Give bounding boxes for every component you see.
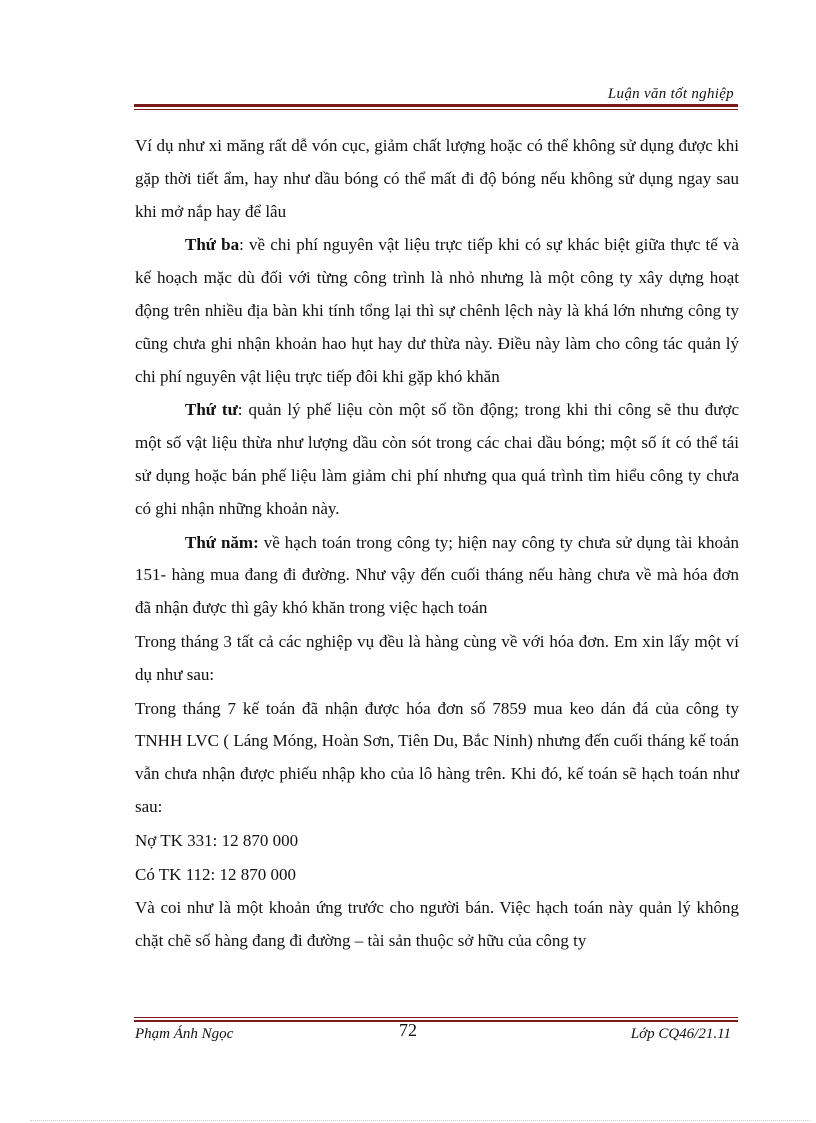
paragraph-4-lead: Thứ năm: [185,532,259,552]
paragraph-2-text: : về chi phí nguyên vật liệu trực tiếp khi có sự khác biệt giữa thực tế và kế hoạch mặc dù đối với từng công trình là nhỏ nhưng là một công ty xây dựng hoạt động trên nhiều địa bàn khi tính tổng lại thì sự chênh lệch này là khá lớn nhưng công ty cũng chưa ghi nhận khoản hao hụt hay dư thừa này. Điều này làm cho công tác quản lý chi phí nguyên vật liệu trực tiếp đôi khi gặp khó khăn [135,235,739,386]
document-body [135,130,739,959]
paragraph-5: Trong tháng 3 tất cả các nghiệp vụ đều là hàng cùng về với hóa đơn. Em xin lấy một ví dụ như sau: [135,631,739,684]
footer-class: Lớp CQ46/21.11 [630,1026,731,1042]
header-rule [134,104,738,110]
paragraph-3-lead: Thứ tư [185,400,238,420]
header-title: Luận văn tốt nghiệp [607,86,734,102]
paragraph-4-text: về hạch toán trong công ty; hiện nay công ty chưa sử dụng tài khoản 151- hàng mua đang đi đường. Như vậy đến cuối tháng nếu hàng chưa về mà hóa đơn đã nhận được thì gây khó khăn trong việc hạch toán [135,532,739,618]
paragraph-2-lead: Thứ ba [185,235,240,255]
journal-entry-debit: Nợ TK 331: 12 870 000 [135,830,299,850]
paragraph-3 [135,394,739,525]
paragraph-9: Và coi như là một khoản ứng trước cho người bán. Việc hạch toán này quản lý không chặt chẽ số hàng đang đi đường – tài sản thuộc sở hữu của công ty [135,898,739,951]
paragraph-3-text: : quản lý phế liệu còn một số tồn động; trong khi thi công sẽ thu được một số vật liệu thừa như lượng dầu còn sót trong các chai dầu bóng; một số ít có thể tái sử dụng hoặc bán phế liệu làm giảm chi phí nhưng qua quá trình tìm hiểu công ty chưa có ghi nhận những khoản này. [135,400,739,518]
paragraph-6: Trong tháng 7 kế toán đã nhận được hóa đơn số 7859 mua keo dán đá của công ty TNHH LVC ( Láng Móng, Hoàn Sơn, Tiên Du, Bắc Ninh) nhưng đến cuối tháng kế toán vẫn chưa nhận được phiếu nhập kho của lô hàng trên. Khi đó, kế toán sẽ hạch toán như sau: [135,698,739,816]
journal-entry-credit: Có TK 112: 12 870 000 [135,864,297,884]
paragraph-1: Ví dụ như xi măng rất dễ vón cục, giảm chất lượng hoặc có thể không sử dụng được khi gặp thời tiết ẩm, hay như dầu bóng có thể mất đi độ bóng nếu không sử dụng ngay sau khi mở nắp hay để lâu [135,136,739,221]
paragraph-4 [135,527,739,625]
page-number: 72 [399,1020,417,1040]
page-edge-divider [30,1120,810,1121]
footer-author: Phạm Ánh Ngọc [135,1026,234,1042]
paragraph-2 [135,229,739,393]
